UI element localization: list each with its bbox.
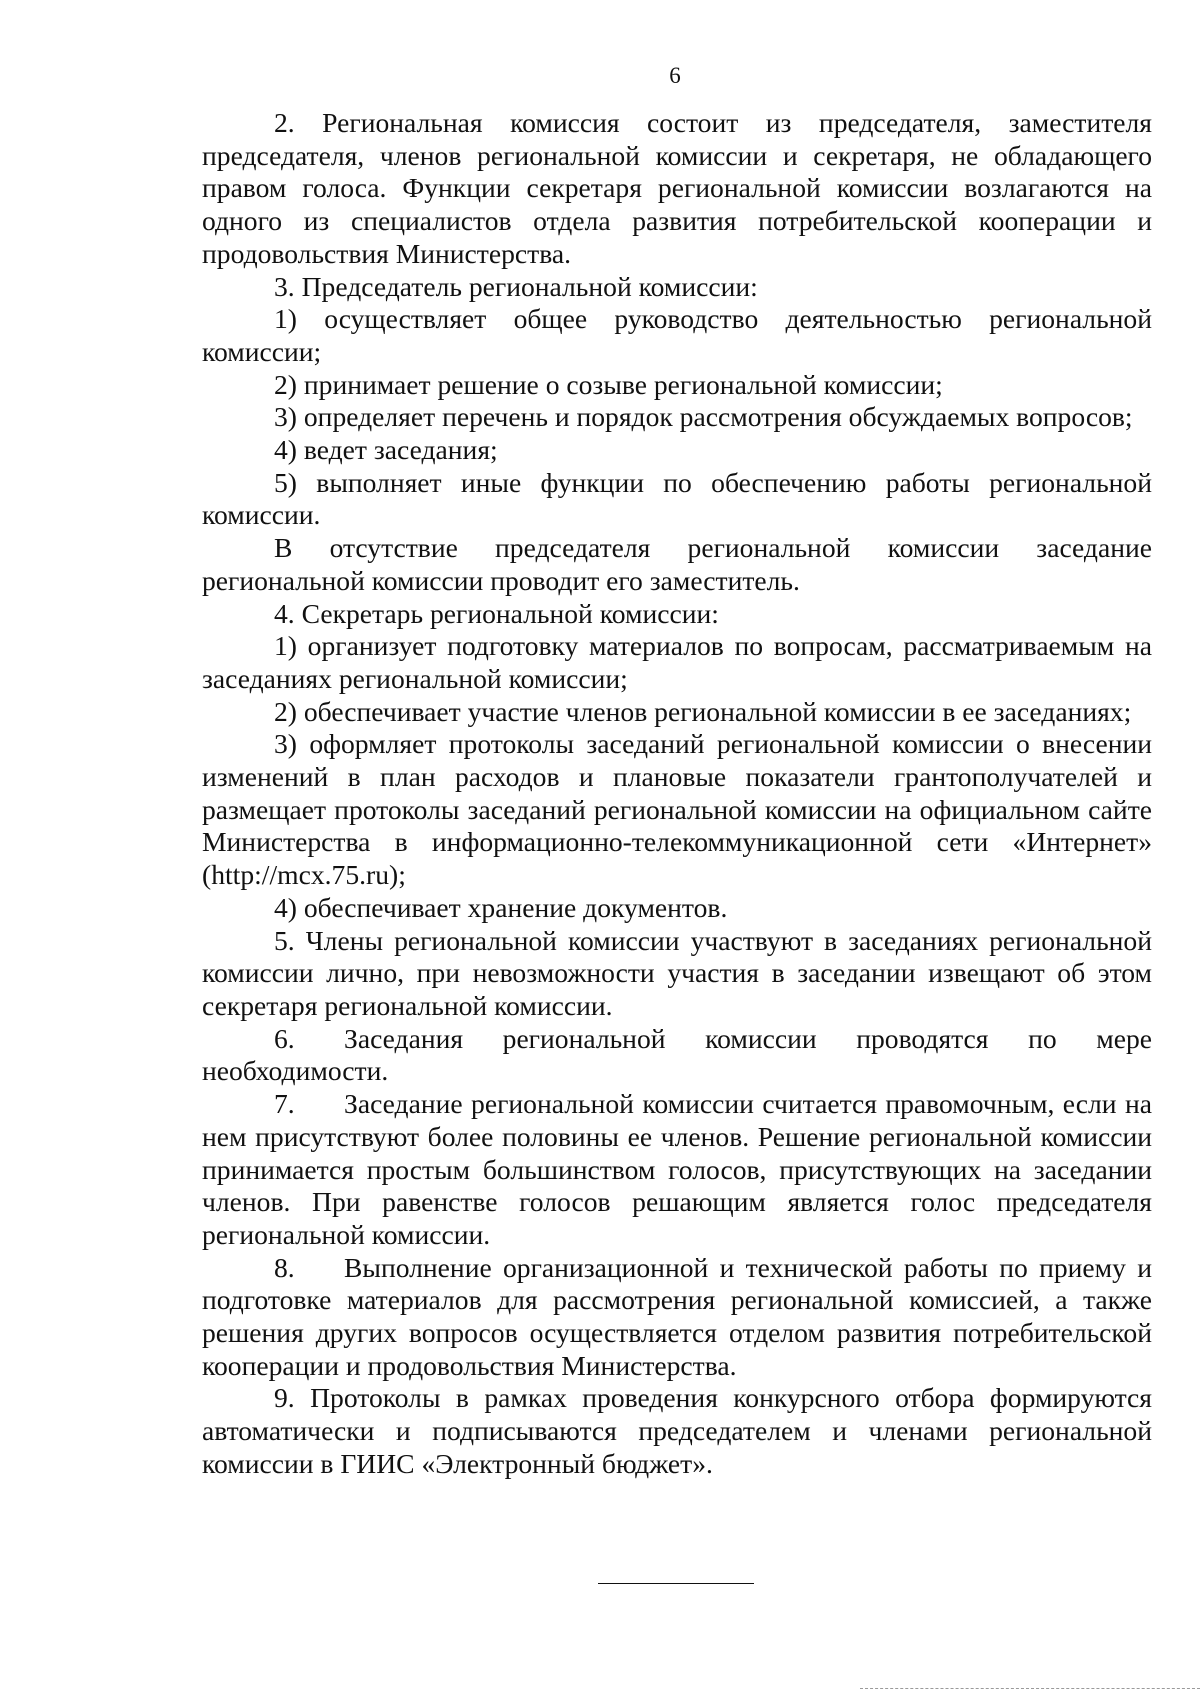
secretary-duty-4: 4) обеспечивает хранение документов.: [274, 891, 728, 923]
paragraph-6: [202, 1023, 1152, 1088]
paragraph-6-number: 6.: [274, 1022, 295, 1054]
end-of-text-rule: [598, 1583, 754, 1584]
deputy-paragraph: В отсутствие председателя региональной комиссии заседание региональной комиссии проводит его заместитель.: [202, 532, 1152, 596]
paragraph-6-text: Заседания региональной комиссии проводятся по мере необходимости.: [202, 1022, 1152, 1087]
chairman-duty-2: 2) принимает решение о созыве региональной комиссии;: [274, 368, 943, 400]
secretary-duty-2: 2) обеспечивает участие членов региональной комиссии в ее заседаниях;: [274, 695, 1132, 727]
paragraph-7: [202, 1088, 1152, 1252]
paragraph-5: 5. Члены региональной комиссии участвуют в заседаниях региональной комиссии лично, при невозможности участия в заседании извещают об этом секретаря региональной комиссии.: [202, 924, 1152, 1021]
chairman-duty-1: 1) осуществляет общее руководство деятельностью региональной комиссии;: [202, 303, 1152, 367]
paragraph-3-heading: 3. Председатель региональной комиссии:: [274, 270, 758, 302]
paragraph-9: 9. Протоколы в рамках проведения конкурсного отбора формируются автоматически и подписываются председателем и членами региональной комиссии в ГИИС «Электронный бюджет».: [202, 1382, 1152, 1479]
page-number: 6: [669, 63, 681, 88]
paragraph-7-text: Заседание региональной комиссии считается правомочным, если на нем присутствуют более половины ее членов. Решение региональной комиссии принимается простым большинством голосов, присутствующих на заседании членов. При равенстве голосов решающим является голос председателя региональной комиссии.: [202, 1088, 1152, 1250]
scan-edge-artifact: [860, 1688, 1200, 1689]
secretary-duty-3: 3) оформляет протоколы заседаний региональной комиссии о внесении изменений в план расходов и плановые показатели грантополучателей и размещает протоколы заседаний региональной комиссии на официальном сайте Министерства в информационно-телекоммуникационной сети «Интернет» (http://mcx.75.ru);: [202, 728, 1152, 891]
chairman-duty-4: 4) ведет заседания;: [274, 434, 498, 466]
paragraph-2: 2. Региональная комиссия состоит из председателя, заместителя председателя, членов региональной комиссии и секретаря, не обладающего правом голоса. Функции секретаря региональной комиссии возлагаются на одного из специалистов отдела развития потребительской кооперации и продовольствия Министерства.: [202, 107, 1152, 269]
chairman-duty-5: 5) выполняет иные функции по обеспечению работы региональной комиссии.: [202, 466, 1152, 531]
document-body: [202, 107, 1152, 1481]
paragraph-8-text: Выполнение организационной и технической работы по приему и подготовке материалов для рассмотрения региональной комиссией, а также решения других вопросов осуществляется отделом развития потребительской кооперации и продовольствия Министерства.: [202, 1251, 1152, 1381]
paragraph-8: [202, 1252, 1152, 1383]
chairman-duty-3: 3) определяет перечень и порядок рассмотрения обсуждаемых вопросов;: [274, 401, 1133, 433]
secretary-duty-1: 1) организует подготовку материалов по вопросам, рассматриваемым на заседаниях региональной комиссии;: [202, 630, 1152, 694]
paragraph-8-number: 8.: [274, 1251, 295, 1283]
paragraph-4-heading: 4. Секретарь региональной комиссии:: [274, 597, 719, 629]
paragraph-7-number: 7.: [274, 1088, 295, 1120]
